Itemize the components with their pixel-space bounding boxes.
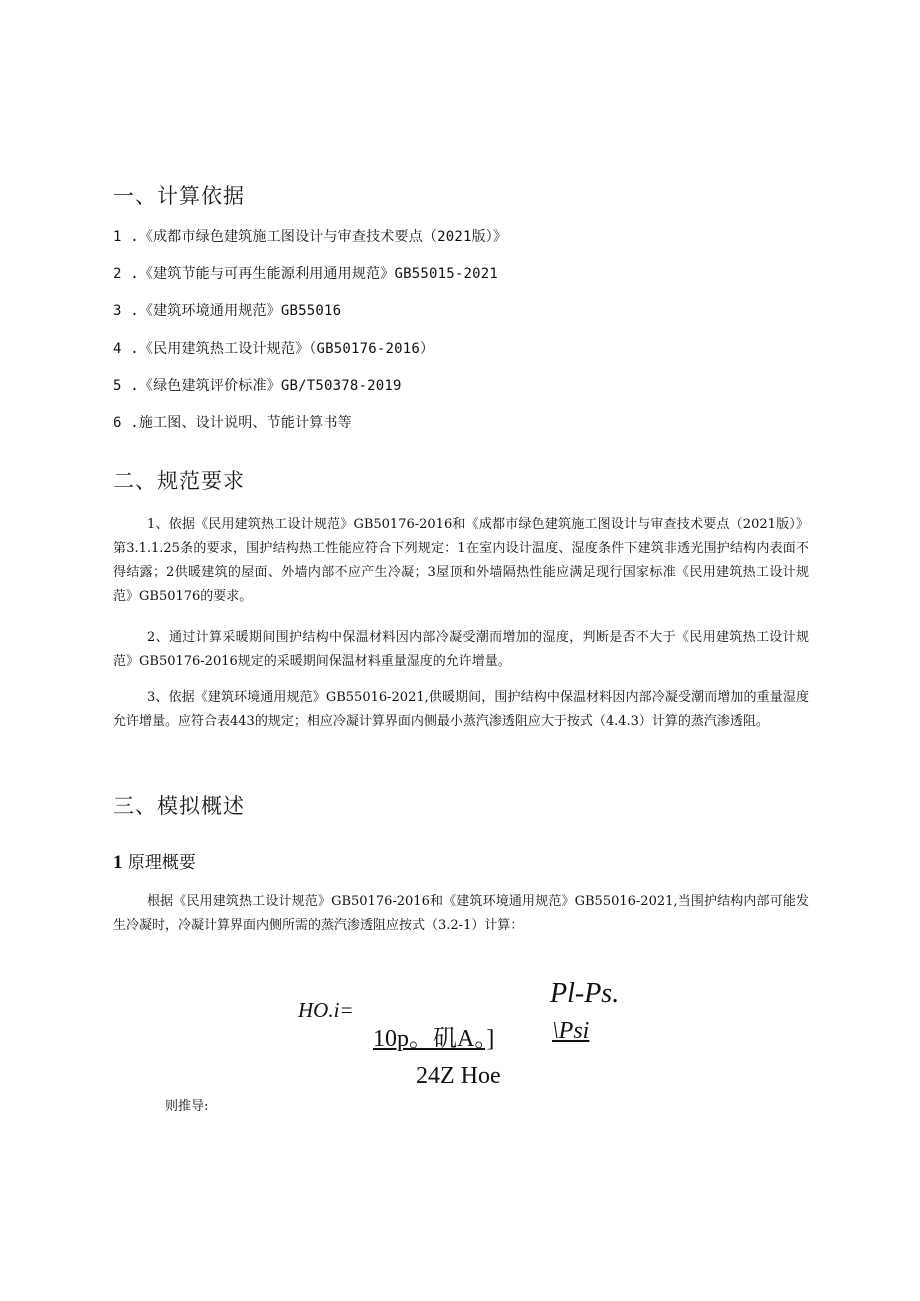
requirement-paragraph-1: 1、依据《民用建筑热工设计规范》GB50176-2016和《成都市绿色建筑施工图设计与审查技术要点（2021版）》第3.1.1.25条的要求，围护结构热工性能应符合下列规定：1在室内设计温度、湿度条件下建筑非透光围护结构内表面不得结露；2供暖建筑的屋面、外墙内部不应产生冷凝；3屋顶和外墙隔热性能应满足现行国家标准《民用建筑热工设计规范》GB50176的要求。 bbox=[113, 517, 809, 604]
subsection-title bbox=[113, 848, 196, 874]
section-title-basis: 一、计算依据 bbox=[113, 184, 245, 208]
reference-item-4: 4 .《民用建筑热工设计规范》（GB50176-2016） bbox=[113, 341, 435, 357]
formula-numerator: Pl-Ps. bbox=[550, 978, 620, 1009]
requirement-paragraph-3: 3、依据《建筑环境通用规范》GB55016-2021,供暖期间，围护结构中保温材料因内部冷凝受潮而增加的重量湿度允许增量。应符合表443的规定；相应冷凝计算界面内侧最小蒸汽渗透阻应大于按式（4.4.3）计算的蒸汽渗透阻。 bbox=[113, 690, 809, 729]
reference-item-5: 5 .《绿色建筑评价标准》GB/T50378-2019 bbox=[113, 378, 402, 394]
section-title-overview: 三、模拟概述 bbox=[113, 794, 245, 818]
subsection-number: 1 bbox=[113, 852, 123, 873]
section-title-requirements: 二、规范要求 bbox=[113, 469, 245, 493]
reference-item-3: 3 .《建筑环境通用规范》GB55016 bbox=[113, 303, 342, 319]
reference-item-2: 2 .《建筑节能与可再生能源利用通用规范》GB55015-2021 bbox=[113, 266, 499, 282]
reference-item-6: 6 .施工图、设计说明、节能计算书等 bbox=[113, 415, 352, 431]
subsection-label: 原理概要 bbox=[127, 853, 196, 873]
formula-lhs: HO.i= bbox=[298, 998, 354, 1022]
principle-paragraph: 根据《民用建筑热工设计规范》GB50176-2016和《建筑环境通用规范》GB55016-2021,当围护结构内部可能发生冷凝时，冷凝计算界面内侧所需的蒸汽渗透阻应按式（3.2-1）计算： bbox=[113, 894, 810, 933]
formula-denominator-part3: 24Z Hoe bbox=[416, 1063, 501, 1089]
formula-denominator-part1: 10p。矶A。] bbox=[373, 1026, 495, 1052]
requirement-paragraph-2: 2、通过计算采暖期间围护结构中保温材料因内部冷凝受潮而增加的湿度，判断是否不大于《民用建筑热工设计规范》GB50176-2016规定的采暖期间保温材料重量湿度的允许增量。 bbox=[113, 630, 809, 669]
formula-denominator-part2: \Psi bbox=[552, 1018, 590, 1044]
reference-item-1: 1 .《成都市绿色建筑施工图设计与审查技术要点（2021版）》 bbox=[113, 229, 508, 245]
derivation-note: 则推导: bbox=[165, 1099, 209, 1114]
